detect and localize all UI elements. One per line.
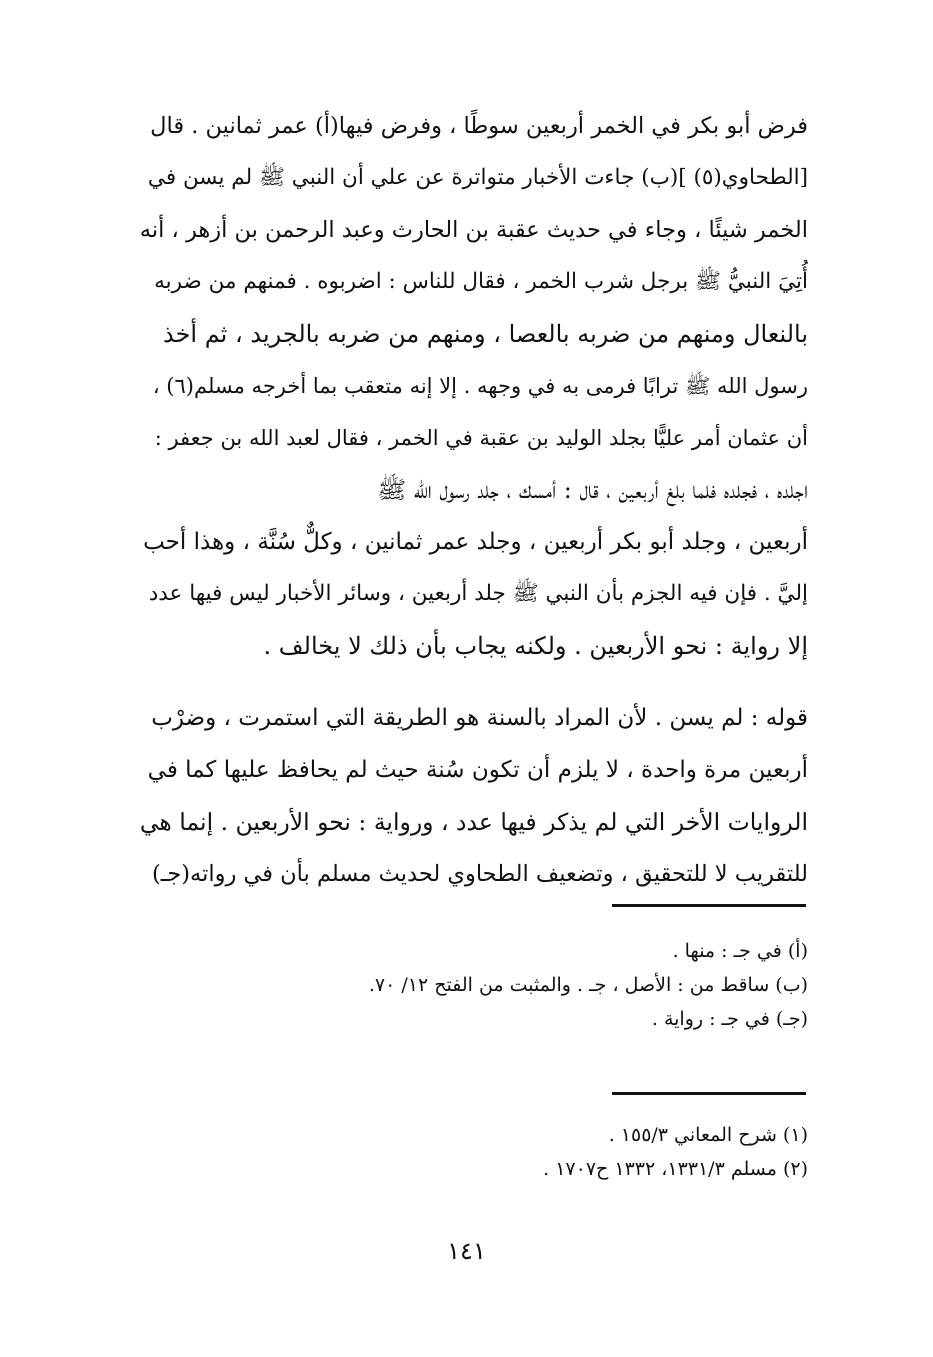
text-line: الخمر شيئًا ، وجاء في حديث عقبة بن الحارث وعبد الرحمن بن أزهر ، أنه — [140, 217, 808, 243]
text-line: [الطحاوي(٥) ](ب) جاءت الأخبار متواترة عن علي أن النبي ﷺ لم يسن في — [147, 165, 808, 190]
paragraph-2 — [140, 692, 808, 900]
text-line: إليَّ . فإن فيه الجزم بأن النبي ﷺ جلد أربعين ، وسائر الأخبار ليس فيها عدد — [148, 581, 808, 606]
text-line: أربعين ، وجلد أبو بكر أربعين ، وجلد عمر ثمانين ، وكلٌّ سُنَّة ، وهذا أحب — [143, 529, 808, 555]
text-line: أربعين مرة واحدة ، لا يلزم أن تكون سُنة حيث لم يحافظ عليها كما في — [147, 757, 808, 783]
footnote-divider — [612, 904, 806, 907]
page-number: ١٤١ — [447, 1237, 486, 1265]
footnote: (٢) مسلم ١٣٣١/٣، ١٣٣٢ ح١٧٠٧ . — [543, 1158, 808, 1180]
main-text — [140, 100, 808, 900]
text-line: اجلده ، فجلده فلما بلغ أربعين ، قال : أمسك ، جلد رسول الله ﷺ — [377, 476, 808, 504]
footnote: (أ) في جـ : منها . — [672, 940, 808, 962]
text-line: فرض أبو بكر في الخمر أربعين سوطًا ، وفرض فيها(أ) عمر ثمانين . قال — [150, 113, 808, 139]
text-line: رسول الله ﷺ ترابًا فرمى به في وجهه . إلا إنه متعقب بما أخرجه مسلم(٦) ، — [152, 374, 808, 398]
text-line: للتقريب لا للتحقيق ، وتضعيف الطحاوي لحديث مسلم بأن في رواته(جـ) — [151, 861, 808, 887]
text-line: الروايات الأخر التي لم يذكر فيها عدد ، ورواية : نحو الأربعين . إنما هي — [140, 808, 808, 836]
paragraph-gap — [140, 672, 808, 692]
text-line: إلا رواية : نحو الأربعين . ولكنه يجاب بأن ذلك لا يخالف . — [263, 632, 808, 660]
text-line: قوله : لم يسن . لأن المراد بالسنة هو الطريقة التي استمرت ، وضرْب — [151, 705, 808, 731]
text-line: أُتِيَ النبيُّ ﷺ برجل شرب الخمر ، فقال للناس : اضربوه . فمنهم من ضربه — [154, 269, 808, 294]
text-line: أن عثمان أمر عليًّا بجلد الوليد بن عقبة في الخمر ، فقال لعبد الله بن جعفر : — [154, 426, 808, 450]
footnote: (جـ) في جـ : رواية . — [651, 1008, 808, 1030]
footnote: (ب) ساقط من : الأصل ، جـ . والمثبت من الفتح ١٢/ ٧٠. — [368, 974, 808, 996]
footnote: (١) شرح المعاني ١٥٥/٣ . — [608, 1124, 808, 1146]
footnote-divider — [612, 1092, 806, 1095]
source-footnotes — [140, 1118, 808, 1186]
variant-footnotes — [140, 934, 808, 1036]
text-line: بالنعال ومنهم من ضربه بالعصا ، ومنهم من ضربه بالجريد ، ثم أخذ — [162, 320, 808, 348]
paragraph-1 — [140, 100, 808, 672]
